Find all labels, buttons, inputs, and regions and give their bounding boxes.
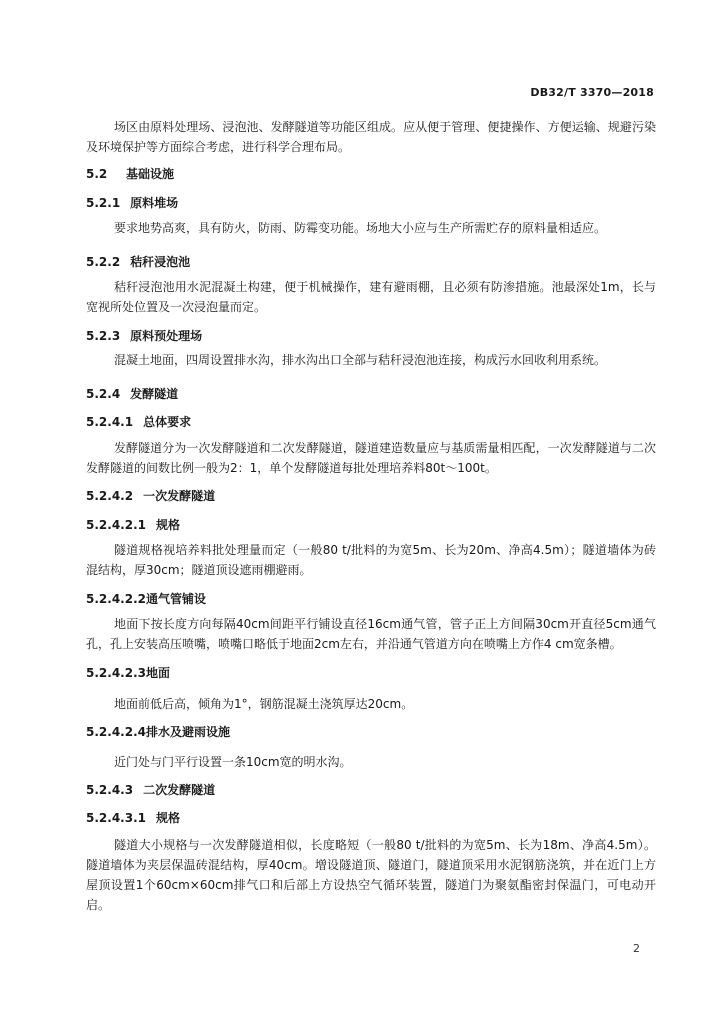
section-number: 5.2 — [86, 167, 108, 181]
section-heading — [86, 195, 178, 211]
paragraph: 隧道规格视培养料批处理量而定（一般80 t/批料的为宽5m、长为20m、净高4.5m）；隧道墙体为砖混结构，厚30cm；隧道顶设遮雨棚避雨。 — [86, 543, 656, 577]
section-heading — [86, 591, 206, 607]
section-number: 5.2.4.3 — [86, 783, 134, 797]
section-number: 5.2.4.2 — [86, 489, 134, 503]
section-title: 秸秆浸泡池 — [130, 255, 191, 269]
section-title: 规格 — [155, 518, 180, 532]
section-heading — [86, 488, 215, 504]
section-number: 5.2.1 — [86, 196, 121, 210]
section-heading — [86, 724, 230, 740]
section-title: 地面 — [145, 666, 170, 680]
section-heading — [86, 517, 180, 533]
paragraph: 混凝土地面，四周设置排水沟，排水沟出口全部与秸秆浸泡池连接，构成污水回收利用系统。 — [114, 353, 607, 367]
section-heading — [86, 782, 215, 798]
section-title: 原料预处理场 — [130, 329, 203, 343]
section-title: 发酵隧道 — [130, 387, 179, 401]
page-number: 2 — [633, 942, 640, 955]
section-number: 5.2.4.1 — [86, 415, 134, 429]
section-title: 原料堆场 — [130, 196, 179, 210]
section-heading — [86, 254, 190, 270]
section-heading — [86, 665, 170, 681]
section-title: 二次发酵隧道 — [143, 783, 216, 797]
section-number: 5.2.4.2.3 — [86, 666, 146, 680]
document-code: DB32/T 3370—2018 — [530, 86, 654, 99]
section-heading — [86, 328, 202, 344]
paragraph: 近门处与门平行设置一条10cm宽的明水沟。 — [114, 755, 352, 769]
section-title: 基础设施 — [126, 167, 175, 181]
paragraph: 隧道大小规格与一次发酵隧道相似，长度略短（一般80 t/批料的为宽5m、长为18m、净高4.5m）。隧道墙体为夹层保温砖混结构，厚40cm。增设隧道顶、隧道门，隧道顶采用水泥钢筋浇筑，并在近门上方屋顶设置1个60cm×60cm排气口和后部上方设热空气循环装置，隧道门为聚氨酯密封保温门，可电动开启。 — [86, 838, 656, 912]
section-number: 5.2.4 — [86, 387, 121, 401]
paragraph: 地面下按长度方向每隔40cm间距平行铺设直径16cm通气管，管子正上方间隔30cm开直径5cm通气孔，孔上安装高压喷嘴，喷嘴口略低于地面2cm左右，并沿通气管道方向在喷嘴上方作4 cm宽条槽。 — [86, 617, 656, 651]
section-heading — [86, 166, 174, 182]
section-number: 5.2.2 — [86, 255, 121, 269]
section-heading — [86, 386, 178, 402]
section-title: 总体要求 — [143, 415, 192, 429]
paragraph: 场区由原料处理场、浸泡池、发酵隧道等功能区组成。应从便于管理、便捷操作、方便运输、规避污染及环境保护等方面综合考虑，进行科学合理布局。 — [86, 120, 656, 154]
section-number: 5.2.4.2.4 — [86, 725, 146, 739]
section-heading — [86, 414, 191, 430]
paragraph: 地面前低后高，倾角为1°，钢筋混凝土浇筑厚达20cm。 — [114, 697, 414, 711]
section-number: 5.2.3 — [86, 329, 121, 343]
paragraph: 发酵隧道分为一次发酵隧道和二次发酵隧道，隧道建造数量应与基质需量相匹配，一次发酵隧道与二次发酵隧道的间数比例一般为2：1，单个发酵隧道每批处理培养料80t～100t。 — [86, 441, 656, 475]
section-title: 排水及避雨设施 — [145, 725, 230, 739]
section-number: 5.2.4.2.1 — [86, 518, 146, 532]
paragraph: 要求地势高爽，具有防火，防雨、防霉变功能。场地大小应与生产所需贮存的原料量相适应。 — [114, 221, 607, 235]
section-number: 5.2.4.2.2 — [86, 592, 146, 606]
section-number: 5.2.4.3.1 — [86, 811, 146, 825]
paragraph: 秸秆浸泡池用水泥混凝土构建，便于机械操作，建有避雨棚，且必须有防渗措施。池最深处1m，长与宽视所处位置及一次浸泡量而定。 — [86, 280, 657, 314]
section-title: 通气管铺设 — [145, 592, 206, 606]
section-title: 一次发酵隧道 — [143, 489, 216, 503]
section-heading — [86, 810, 180, 826]
section-title: 规格 — [155, 811, 180, 825]
